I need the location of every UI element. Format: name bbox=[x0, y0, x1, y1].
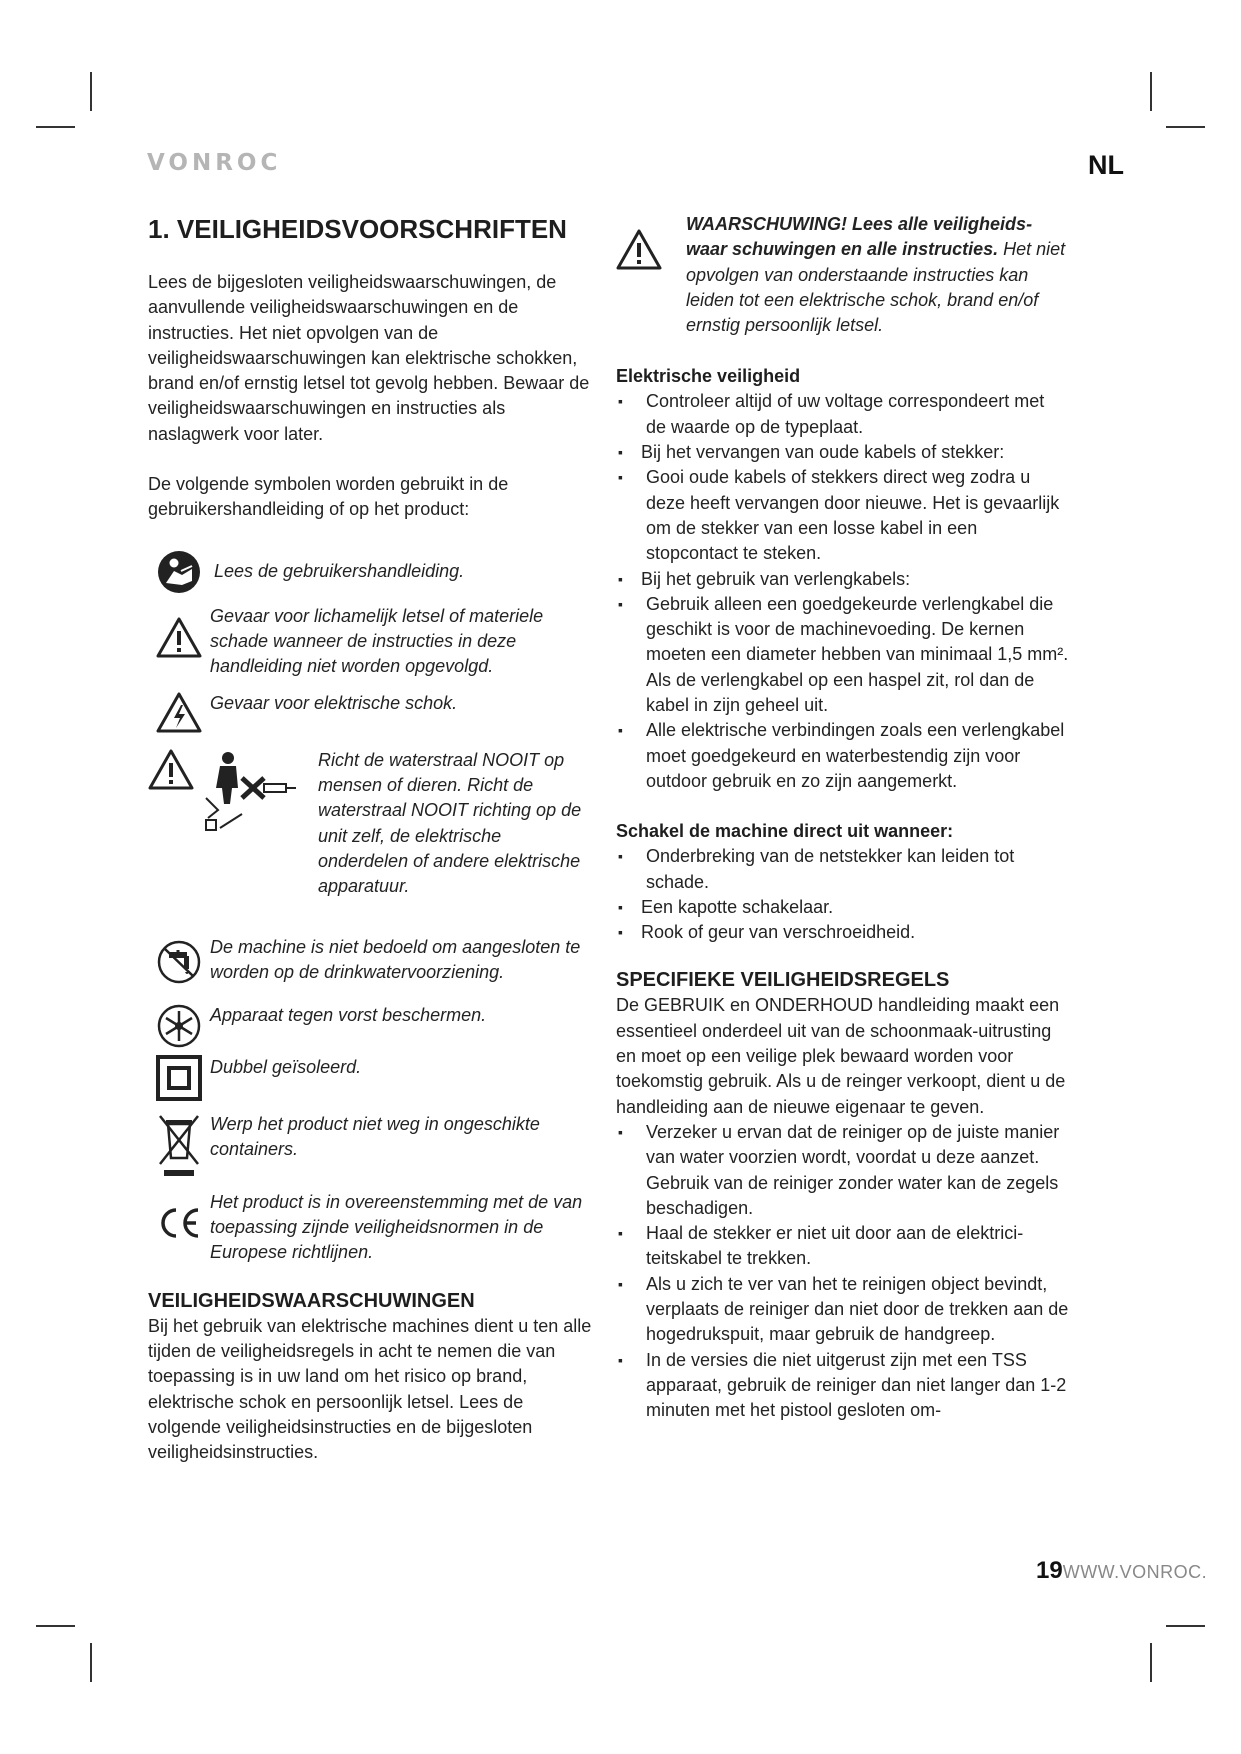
switch-off-list bbox=[616, 844, 1069, 945]
section-title: 1. VEILIGHEIDSVOORSCHRIFTEN bbox=[148, 214, 567, 244]
switch-off-heading: Schakel de machine direct uit wanneer: bbox=[616, 821, 954, 842]
specific-paragraph: De GEBRUIK en ONDERHOUD handleiding maakt een essentieel onderdeel uit van de schoonmaak-uitrusting en moet op een veilige plek bewaard worden voor toekomstig gebruik. Als u de reinger verkoopt, dient u de handleiding aan de nieuwe eigenaar te geven. bbox=[616, 995, 1066, 1117]
left-column bbox=[148, 212, 600, 1465]
read-manual-icon bbox=[148, 549, 210, 595]
symbols-intro: De volgende symbolen worden gebruikt in de gebruikershandleiding of op het product: bbox=[148, 474, 509, 520]
warnings-paragraph: Bij het gebruik van elektrische machines dient u ten alle tijden de veiligheidsregels in acht te nemen die van toepassing is in uw land om het risico op brand, elektrische schok en persoonlijk letsel. Lees de volgende veiligheidsinstructies en de bijgesloten veiligheidsinstructies. bbox=[148, 1315, 592, 1463]
list-item: ▪ Verzeker u ervan dat de reiniger op de juiste manier van water voorzien wordt, voordat u deze aanzet. Gebruik van de reiniger zonder water kan de zegels beschadigen. bbox=[616, 1120, 1069, 1221]
electric-shock-icon bbox=[148, 691, 210, 733]
warning-callout bbox=[616, 212, 1069, 338]
symbol-row bbox=[148, 1190, 600, 1270]
crop-mark bbox=[1166, 126, 1205, 128]
warnings-heading: VEILIGHEIDSWAARSCHUWINGEN bbox=[148, 1289, 475, 1312]
crop-mark bbox=[1150, 72, 1152, 111]
symbol-row bbox=[148, 935, 600, 991]
list-item: ▪ Controleer altijd of uw voltage correspondeert met de waarde op de typeplaat. bbox=[616, 389, 1069, 440]
crop-mark bbox=[1166, 1625, 1205, 1627]
electrical-list bbox=[616, 389, 1069, 794]
weee-bin-icon bbox=[148, 1112, 210, 1178]
symbol-text: Apparaat tegen vorst beschermen. bbox=[210, 1004, 487, 1025]
list-item: ▪ Rook of geur van verschroeidheid. bbox=[616, 920, 1069, 945]
warning-triangle-icon bbox=[148, 604, 210, 658]
list-item: ▪ Haal de stekker er niet uit door aan de elektrici-teitskabel te trekken. bbox=[616, 1221, 1069, 1272]
right-column bbox=[616, 212, 1069, 1423]
symbol-text: Gevaar voor lichamelijk letsel of materiele schade wanneer de instructies in deze handleiding niet worden opgevolgd. bbox=[210, 605, 544, 677]
crop-mark bbox=[90, 1643, 92, 1682]
symbol-text: Dubbel geïsoleerd. bbox=[210, 1056, 362, 1077]
list-item: ▪ Gebruik alleen een goedgekeurde verlengkabel die geschikt is voor de machinevoeding. De kernen moeten een diameter hebben van minimaal 1,5 mm². Als de verlengkabel op een haspel zit, rol dan de kabel in zijn geheel uit. bbox=[616, 592, 1069, 718]
page-footer bbox=[1036, 1557, 1207, 1585]
warning-rest: Het niet opvolgen van onderstaande instructies kan leiden tot een elektrische schok, brand en/of ernstig persoonlijk letsel. bbox=[686, 239, 1066, 336]
no-water-jet-icon bbox=[148, 748, 318, 834]
symbol-text: De machine is niet bedoeld om aangesloten te worden op de drinkwatervoorziening. bbox=[210, 936, 581, 982]
warning-triangle-icon bbox=[616, 212, 686, 277]
intro-paragraph: Lees de bijgesloten veiligheidswaarschuwingen, de aanvullende veiligheidswaarschuwingen en de instructies. Het niet opvolgen van de veiligheidswaarschuwingen kan elektrische schokken, brand en/of ernstig letsel tot gevolg hebben. Bewaar de veiligheidswaarschuwingen en instructies als naslagwerk voor later. bbox=[148, 272, 590, 444]
symbol-row bbox=[148, 604, 600, 680]
list-item: ▪ Onderbreking van de netstekker kan leiden tot schade. bbox=[616, 844, 1069, 895]
list-item: ▪ Een kapotte schakelaar. bbox=[616, 895, 1069, 920]
symbol-text: Lees de gebruikershandleiding. bbox=[214, 560, 465, 581]
symbol-row bbox=[148, 748, 600, 923]
footer-url: WWW.VONROC. bbox=[1062, 1562, 1208, 1582]
specific-list bbox=[616, 1120, 1069, 1424]
list-item: ▪ Bij het vervangen van oude kabels of stekker: bbox=[616, 440, 1069, 465]
symbol-row bbox=[148, 691, 600, 741]
language-code: NL bbox=[1088, 150, 1124, 180]
double-insulated-icon bbox=[148, 1055, 210, 1101]
symbol-text: Het product is in overeenstemming met de van toepassing zijnde veiligheidsnormen in de Europese richtlijnen. bbox=[210, 1191, 583, 1263]
list-item: ▪ Als u zich te ver van het te reinigen object bevindt, verplaats de reiniger dan niet door de trekken aan de hogedrukspuit, maar gebruik de handgreep. bbox=[616, 1272, 1069, 1348]
symbol-row bbox=[148, 1112, 600, 1178]
page-number: 19 bbox=[1036, 1557, 1063, 1584]
symbol-text: Gevaar voor elektrische schok. bbox=[210, 692, 458, 713]
crop-mark bbox=[90, 72, 92, 111]
list-item: ▪ In de versies die niet uitgerust zijn met een TSS apparaat, gebruik de reiniger dan niet langer dan 1-2 minuten met het pistool gesloten om- bbox=[616, 1348, 1069, 1424]
frost-protection-icon bbox=[148, 1003, 210, 1049]
crop-mark bbox=[1150, 1643, 1152, 1682]
specific-heading: SPECIFIEKE VEILIGHEIDSREGELS bbox=[616, 969, 950, 992]
list-item: ▪ Bij het gebruik van verlengkabels: bbox=[616, 567, 1069, 592]
warning-bold: WAARSCHUWING! Lees alle veiligheids-waar schuwingen en alle instructies. bbox=[686, 214, 1033, 260]
symbol-row bbox=[148, 1055, 600, 1107]
no-drinking-water-connection-icon bbox=[148, 935, 210, 985]
warning-text bbox=[686, 212, 1066, 338]
brand-logo: VONROC bbox=[147, 150, 282, 176]
crop-mark bbox=[36, 1625, 75, 1627]
ce-mark-icon bbox=[148, 1190, 210, 1240]
electrical-heading: Elektrische veiligheid bbox=[616, 366, 801, 387]
symbol-row bbox=[148, 549, 600, 599]
list-item: ▪ Gooi oude kabels of stekkers direct weg zodra u deze heeft vervangen door nieuwe. Het is gevaarlijk om de stekker van een losse kabel in een stopcontact te steken. bbox=[616, 465, 1069, 566]
symbol-row bbox=[148, 1003, 600, 1053]
symbol-text: Richt de waterstraal NOOIT op mensen of dieren. Richt de waterstraal NOOIT richting op de unit zelf, de elektrische onderdelen of andere elektrische apparatuur. bbox=[318, 749, 582, 897]
symbol-text: Werp het product niet weg in ongeschikte containers. bbox=[210, 1113, 540, 1159]
list-item: ▪ Alle elektrische verbindingen zoals een verlengkabel moet goedgekeurd en waterbestendig zijn voor outdoor gebruik en zo zijn aangemerkt. bbox=[616, 718, 1069, 794]
crop-mark bbox=[36, 126, 75, 128]
